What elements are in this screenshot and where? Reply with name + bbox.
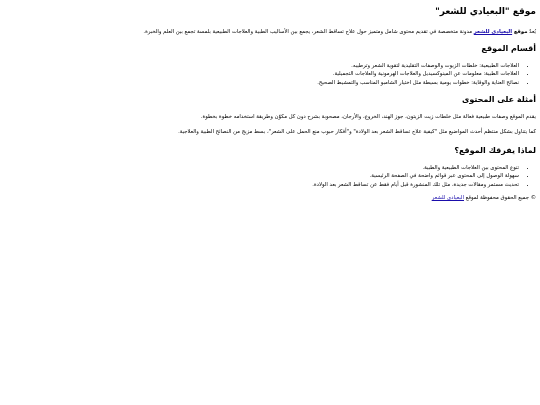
footer (4, 195, 536, 202)
examples-paragraph-1: يقدم الموقع وصفات طبيعية فعالة مثل خلطات زيت الزيتون، جوز الهند، الخروع، والأرجان، مصحوبة بشرح دون كل مكوّن وطريقة استخدامه خطوة بخطوة. (200, 114, 536, 120)
why-list (4, 165, 536, 190)
intro-bold-word: موقع (513, 29, 528, 35)
why-heading: لماذا يفرقك الموقع؟ (454, 146, 536, 155)
intro-body-text: مدونة متخصصة في تقديم محتوى شامل ومتميز حول علاج تساقط الشعر، يجمع بين الأساليب الطبية والعلاجات الطبيعية بلمسة تجمع بين العلم والخبرة. (143, 29, 474, 35)
sections-heading: أقسام الموقع (481, 44, 536, 53)
copyright-text: © جميع الحقوق محفوظة لموقع (464, 195, 536, 201)
list-item: • نصائح العناية والوقاية: خطوات يومية بسيطة مثل اختيار الشامبو المناسب والتمشيط الصحيح. (4, 80, 519, 87)
list-item: • العلاجات الطبية: معلومات عن المينوكسيديل والعلاجات الهرمونية والعلاجات التجميلية. (4, 71, 519, 78)
footer-site-link[interactable]: البعيادي للشعر (431, 195, 464, 201)
page-title: موقع "البعيادي للشعر" (435, 7, 536, 17)
list-item: • تحديث مستمر ومقالات جديدة، مثل تلك المنشورة قبل أيام فقط عن تساقط الشعر بعد الولادة. (4, 182, 519, 189)
sections-list (4, 63, 536, 88)
intro-paragraph (4, 29, 536, 36)
intro-lead-text: يُعدّ (527, 29, 536, 35)
examples-paragraph-2: كما يتناول بشكل منتظم أحدث المواضيع مثل "كيفية علاج تساقط الشعر بعد الولادة" و"أفكار حبوب منع الحمل على الشعر"، بسط مزيج من النصائح الطبية والعلاجية. (178, 129, 536, 135)
list-item: • تنوع المحتوى بين العلاجات الطبيعية والطبية. (4, 165, 519, 172)
list-item: • العلاجات الطبيعية: خلطات الزيوت والوصفات التقليدية لتقوية الشعر وترطيبه. (4, 63, 519, 70)
site-link[interactable]: البعيادي للشعر (473, 29, 513, 35)
examples-heading: أمثلة على المحتوى (462, 95, 536, 104)
list-item: • سهولة الوصول إلى المحتوى عبر قوائم واضحة في الصفحة الرئيسية. (4, 173, 519, 180)
